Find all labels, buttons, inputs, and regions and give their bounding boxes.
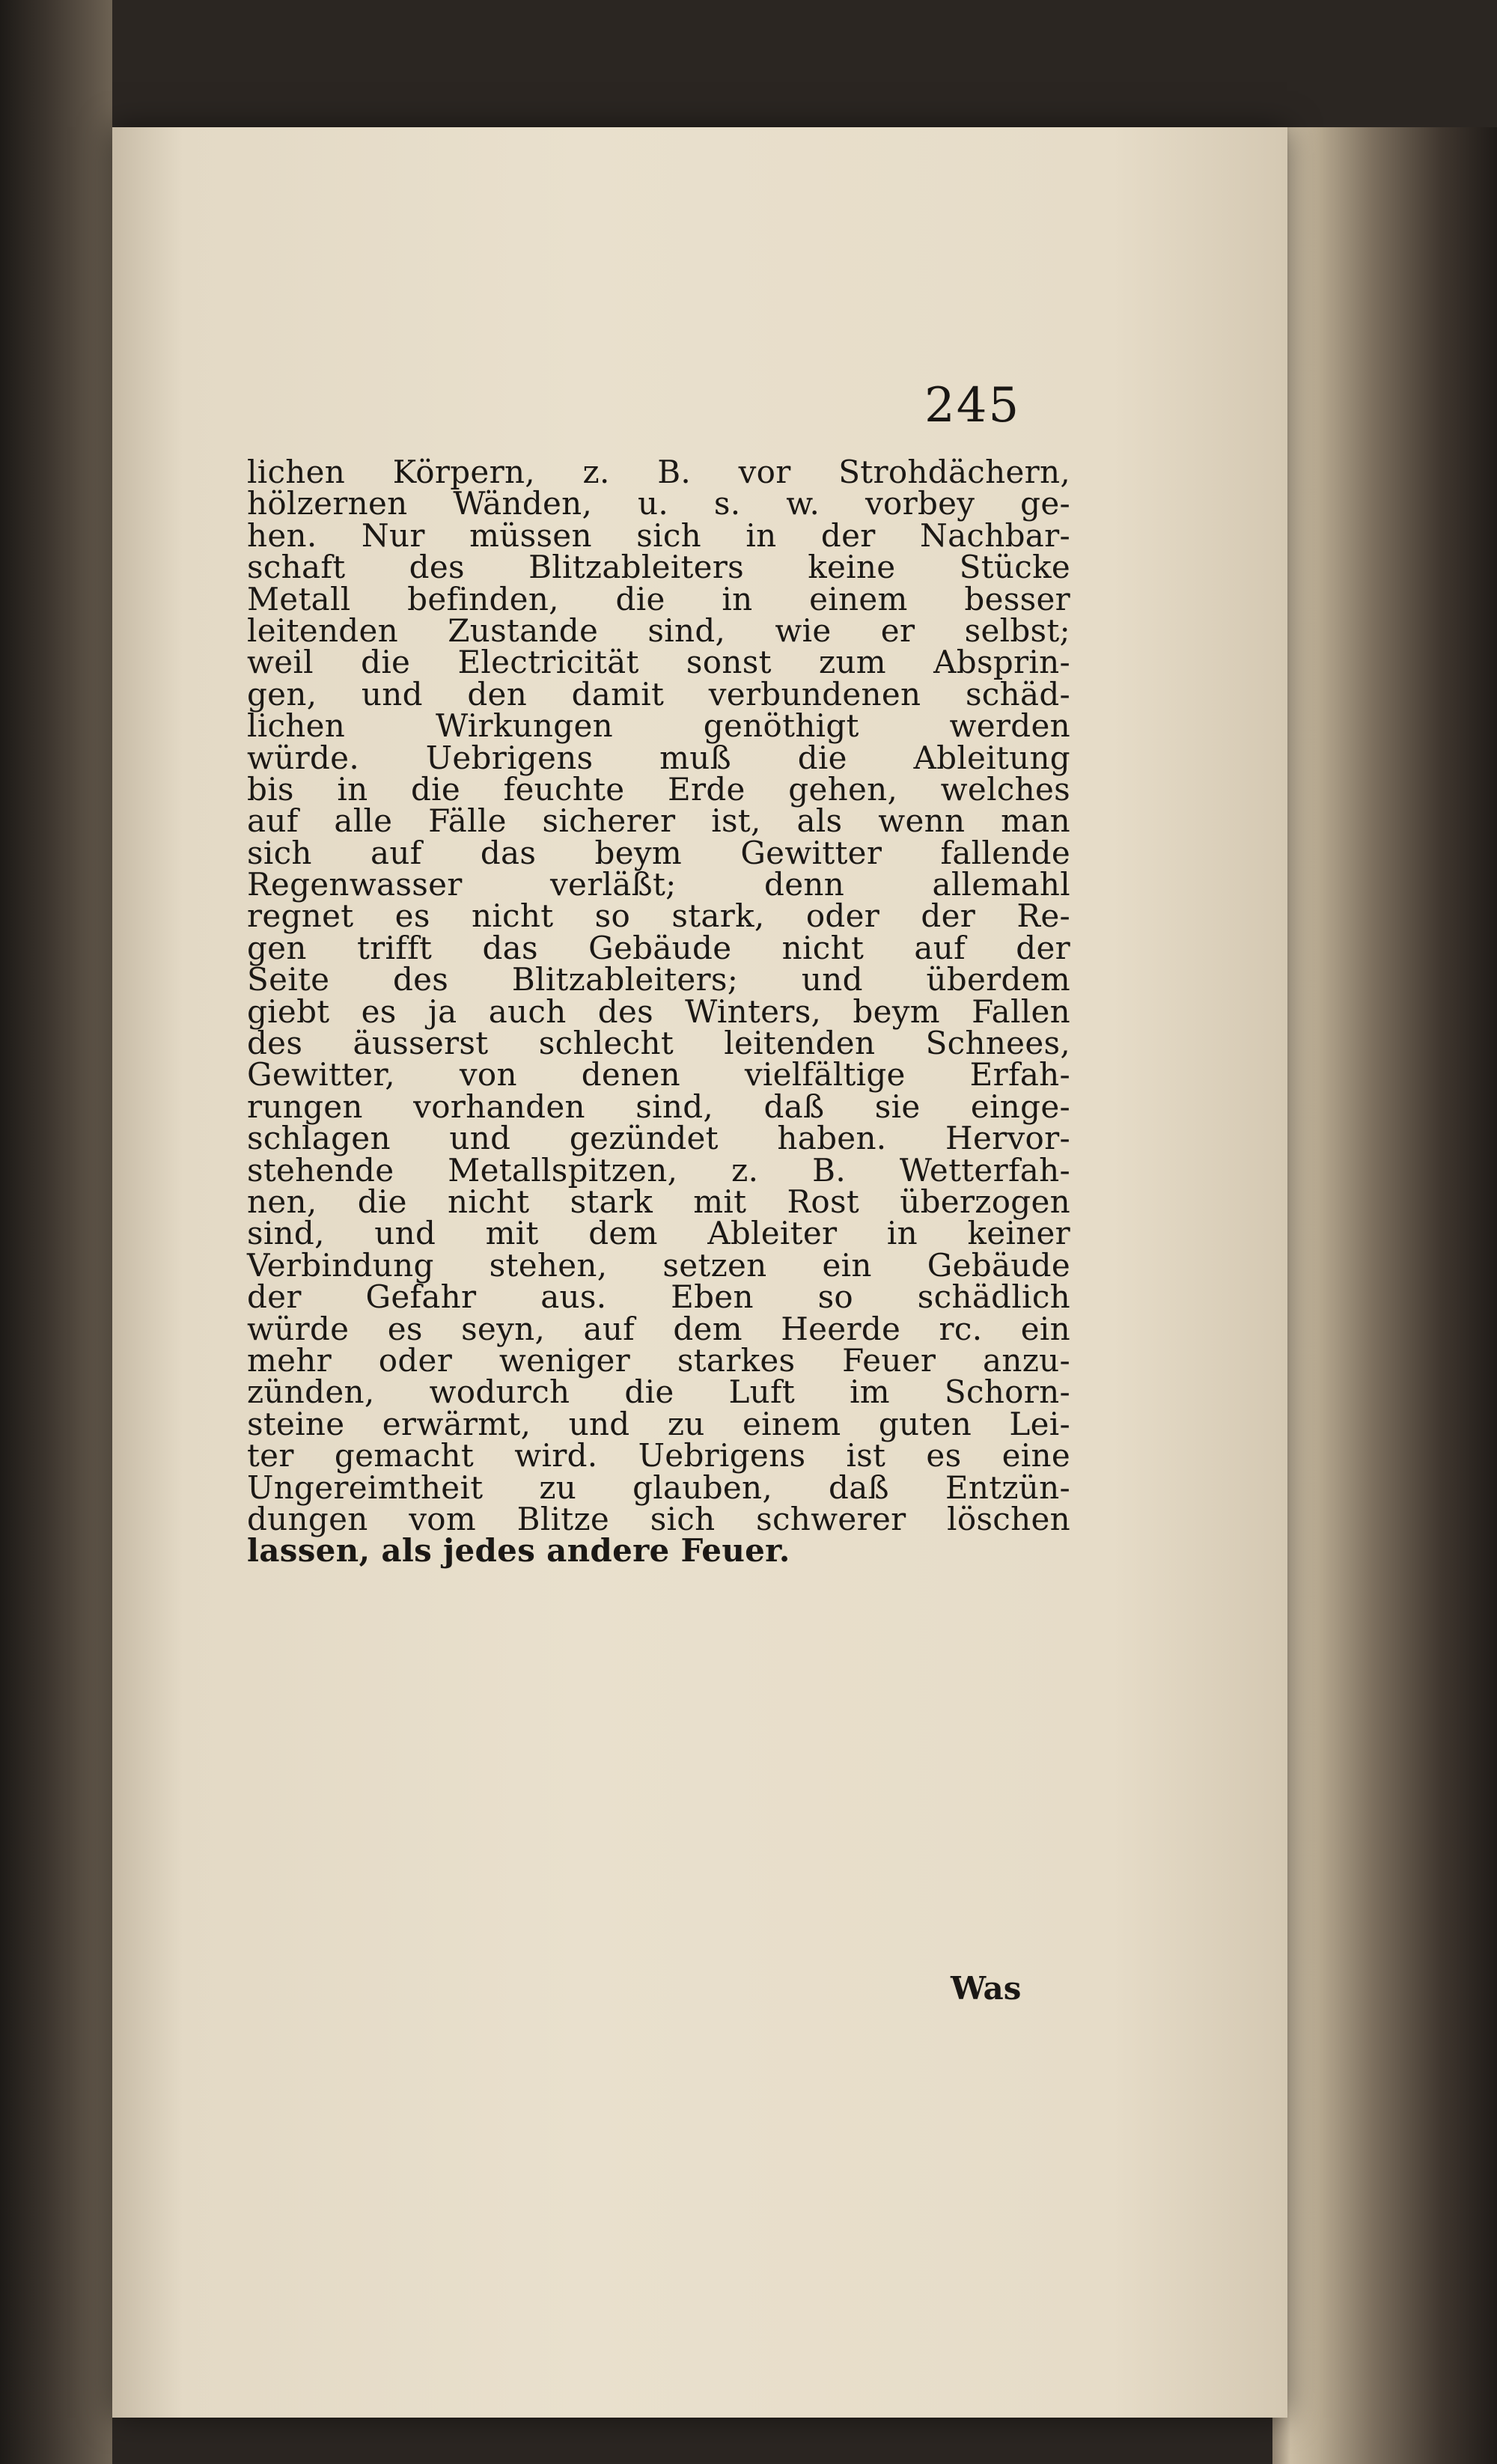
text-line: lichen Körpern, z. B. vor Strohdächern, <box>247 454 1070 490</box>
text-line: dungen vom Blitze sich schwerer löschen <box>247 1500 1070 1537</box>
text-line: hölzernen Wänden, u. s. w. vorbey ge- <box>247 485 1070 522</box>
text-line: stehende Metallspitzen, z. B. Wetterfah- <box>247 1151 1070 1189</box>
text-line: leitenden Zustande sind, wie er selbst; <box>247 612 1070 649</box>
text-line: mehr oder weniger starkes Feuer anzu- <box>247 1341 1070 1379</box>
text-line: regnet es nicht so stark, oder der Re- <box>247 897 1070 935</box>
text-line: auf alle Fälle sicherer ist, als wenn man <box>247 802 1070 840</box>
text-line: schaft des Blitzableiters keine Stücke <box>247 549 1070 586</box>
text-line: sich auf das beym Gewitter fallende <box>247 834 1070 871</box>
text-line: Regenwasser verläßt; denn allemahl <box>247 866 1070 903</box>
text-line: würde es seyn, auf dem Heerde rc. ein <box>247 1310 1070 1347</box>
text-line: des äusserst schlecht leitenden Schnees, <box>247 1025 1070 1062</box>
text-line: lassen, als jedes andere Feuer. <box>247 1532 790 1570</box>
catchword: Was <box>951 1970 1022 2007</box>
left-page-edge <box>0 0 112 2464</box>
text-line: der Gefahr aus. Eben so schädlich <box>247 1278 1070 1316</box>
text-line: Ungereimtheit zu glauben, daß Entzün- <box>247 1469 1070 1506</box>
text-line: gen, und den damit verbundenen schäd- <box>247 675 1070 713</box>
right-page-edge <box>1272 127 1497 2464</box>
text-line: hen. Nur müssen sich in der Nachbar- <box>247 516 1070 554</box>
text-line: ter gemacht wird. Uebrigens ist es eine <box>247 1437 1070 1475</box>
text-line: gen trifft das Gebäude nicht auf der <box>247 929 1070 966</box>
text-line: weil die Electricität sonst zum Absprin- <box>247 644 1070 681</box>
text-line: rungen vorhanden sind, daß sie einge- <box>247 1088 1070 1125</box>
body-text <box>247 454 1070 1570</box>
text-line: Verbindung stehen, setzen ein Gebäude <box>247 1246 1070 1284</box>
text-line: giebt es ja auch des Winters, beym Fallen <box>247 992 1070 1030</box>
text-line: steine erwärmt, und zu einem guten Lei- <box>247 1405 1070 1442</box>
text-line: Seite des Blitzableiters; und überdem <box>247 961 1070 998</box>
text-line: nen, die nicht stark mit Rost überzogen <box>247 1183 1070 1220</box>
page-number: 245 <box>924 378 1021 433</box>
text-line: Gewitter, von denen vielfältige Erfah- <box>247 1056 1070 1094</box>
text-line: sind, und mit dem Ableiter in keiner <box>247 1215 1070 1252</box>
text-line: lichen Wirkungen genöthigt werden <box>247 707 1070 745</box>
text-line: bis in die feuchte Erde gehen, welches <box>247 770 1070 808</box>
text-line: Metall befinden, die in einem besser <box>247 580 1070 617</box>
text-line: zünden, wodurch die Luft im Schorn- <box>247 1373 1070 1411</box>
text-line: schlagen und gezündet haben. Hervor- <box>247 1120 1070 1157</box>
text-line: würde. Uebrigens muß die Ableitung <box>247 739 1070 776</box>
